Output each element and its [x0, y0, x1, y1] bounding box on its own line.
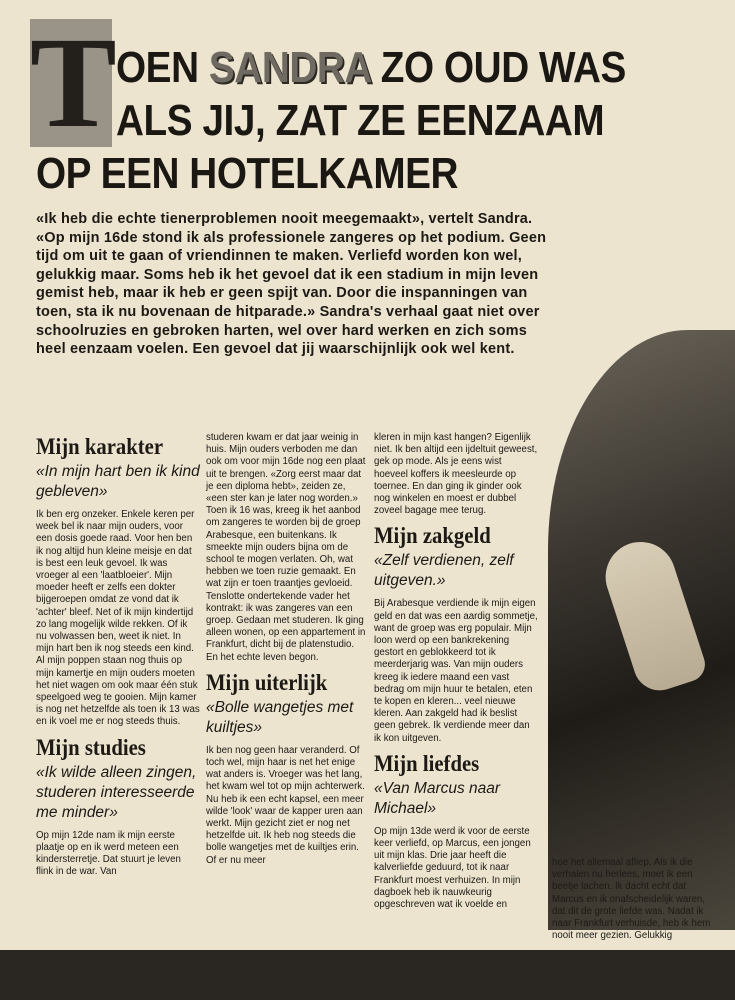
heading-liefdes: Mijn liefdes [374, 750, 480, 776]
title-line-3: OP EEN HOTELKAMER [36, 149, 459, 198]
quote-zakgeld: «Zelf verdienen, zelf uitgeven.» [374, 552, 514, 590]
body-studies-continued: studeren kwam er dat jaar weinig in huis. Mijn ouders verboden me dan ook om voor mijn 16de nog een plaat uit te brengen. «Zorg eerst maar dat je een diploma hebt», zeiden ze, «een ster kan je later nog worden.» Toen ik 16 was, kreeg ik het aanbod om zangeres te worden bij de groep Arabesque, een buitenkans. Ik smeekte mijn ouders bijna om de school te mogen verlaten. Oh, wat hebben we toen ruzie gemaakt. En wat zijn er toen traantjes gevloeid. Tenslotte ondertekende vader het kontrakt: ik was zangeres van een groep. Gedaan met studeren. Ik ging alleen wonen, op een appartement in Frankfurt, dicht bij de platenstudio. En het echte leven begon. [206, 432, 366, 663]
column-2 [206, 432, 368, 873]
heading-uiterlijk: Mijn uiterlijk [206, 669, 328, 695]
quote-liefdes: «Van Marcus naar Michael» [374, 779, 501, 817]
body-liefdes: Op mijn 13de werd ik voor de eerste keer verliefd, op Marcus, een jongen uit mijn klas. Drie jaar heeft die kalverliefde geduurd, tot ik naar Frankfurt moest verhuizen. In mijn dagboek heb ik nauwkeurig opgeschreven wat ik voelde en [374, 825, 531, 911]
bottom-band [0, 950, 735, 1000]
title-line-2: ALS JIJ, ZAT ZE EENZAAM [116, 96, 605, 145]
column-3 [374, 432, 538, 917]
body-uiterlijk: Ik ben nog geen haar veranderd. Of toch wel, mijn haar is net het enige wat anders is. Vroeger was het lang, het kwam wel tot op mijn achterwerk. Nu heb ik een echt kapsel, een meer wilde 'look' waar de kapper uren aan werkt. Mijn gezicht ziet er nog net hetzelfde uit. Ik heb nog steeds die bolle wangetjes met de kuiltjes erin. Of er nu meer [206, 744, 365, 866]
body-studies: Op mijn 12de nam ik mijn eerste plaatje op en ik werd meteen een kindersterretje. Dat stuurt je leven flink in de war. Van [36, 829, 181, 878]
quote-studies: «Ik wilde alleen zingen, studeren interesseerde me minder» [36, 763, 197, 821]
body-zakgeld: Bij Arabesque verdiende ik mijn eigen geld en dat was een aardig sommetje, want de groep was erg populair. Mijn loon werd op een bankrekening gestort en geblokkeerd tot ik meerderjarig was. Van mijn ouders kreeg ik iedere maand een vast bedrag om mijn huur te betalen, eten te kopen en kleren... veel nieuwe kleren. Aan zakgeld had ik beslist geen gebrek. Ik verdiende meer dan ik kon uitgeven. [374, 598, 538, 744]
column-1 [36, 432, 200, 884]
column-4: hoe het allemaal afliep. Als ik die verhalen nu herlees, moet ik een beetje lachen. Ik dacht echt dat Marcus en ik onafscheidelijk waren, dat dit de grote liefde was. Nadat ik naar Frankfurt verhuisde, heb ik hem nooit meer gezien. Gelukkig [552, 857, 711, 942]
body-uiterlijk-continued: kleren in mijn kast hangen? Eigenlijk niet. Ik ben altijd een ijdeltuit geweest, gek op mode. Als je eens wist hoeveel koffers ik meesleurde op toernee. En dan ging ik ginder ook nog winkelen en moest er dubbel zoveel bagage mee terug. [374, 432, 538, 517]
body-karakter: Ik ben erg onzeker. Enkele keren per week bel ik naar mijn ouders, voor een dosis goede raad. Voor hen ben ik nog altijd hun kleine meisje en dat is best een leuk gevoel. Ik was vroeger al een 'laatbloeier'. Mijn moeder heeft er zelfs een dokter bijgeroepen omdat ze vond dat ik 'achter' bleef. Net of ik mijn kindertijd zo lang mogelijk wilde rekken. Of ik nu volwassen ben, weet ik niet. In mijn hart ben ik nog steeds een kind. Al mijn poppen staan nog thuis op mijn kamertje en mijn ouders moeten het niet wagen om ook maar één stuk speelgoed weg te gooien. Mijn kamer is nog net hetzelfde als toen ik 13 was en ik voel me er nog steeds thuis. [36, 509, 200, 728]
heading-studies: Mijn studies [36, 734, 146, 760]
quote-uiterlijk: «Bolle wangetjes met kuiltjes» [206, 698, 354, 736]
quote-karakter: «In mijn hart ben ik kind gebleven» [36, 463, 200, 500]
intro-paragraph: «Ik heb die echte tienerproblemen nooit meegemaakt», vertelt Sandra. «Op mijn 16de stond ik als professionele zangeres op het podium. Geen tijd om uit te gaan of vriendinnen te maken. Verliefd worden kon wel, gelukkig maar. Soms heb ik het gevoel dat ik een stadium in mijn leven gemist heb, maar ik heb er geen spijt van. Door die inspanningen van toen, sta ik nu bovenaan de hitparade.» Sandra's verhaal gaat niet over schoolruzies en gebroken harten, wel over hard werken en zich soms heel eenzaam voelen. Een gevoel dat jij waarschijnlijk ook wel kent. [36, 211, 547, 358]
heading-karakter: Mijn karakter [36, 434, 164, 459]
title-line-1: OEN SANDRA ZO OUD WAS [116, 43, 626, 92]
title-name: SANDRA [208, 43, 371, 92]
heading-zakgeld: Mijn zakgeld [374, 523, 491, 549]
title-drop-cap: T [30, 11, 117, 155]
